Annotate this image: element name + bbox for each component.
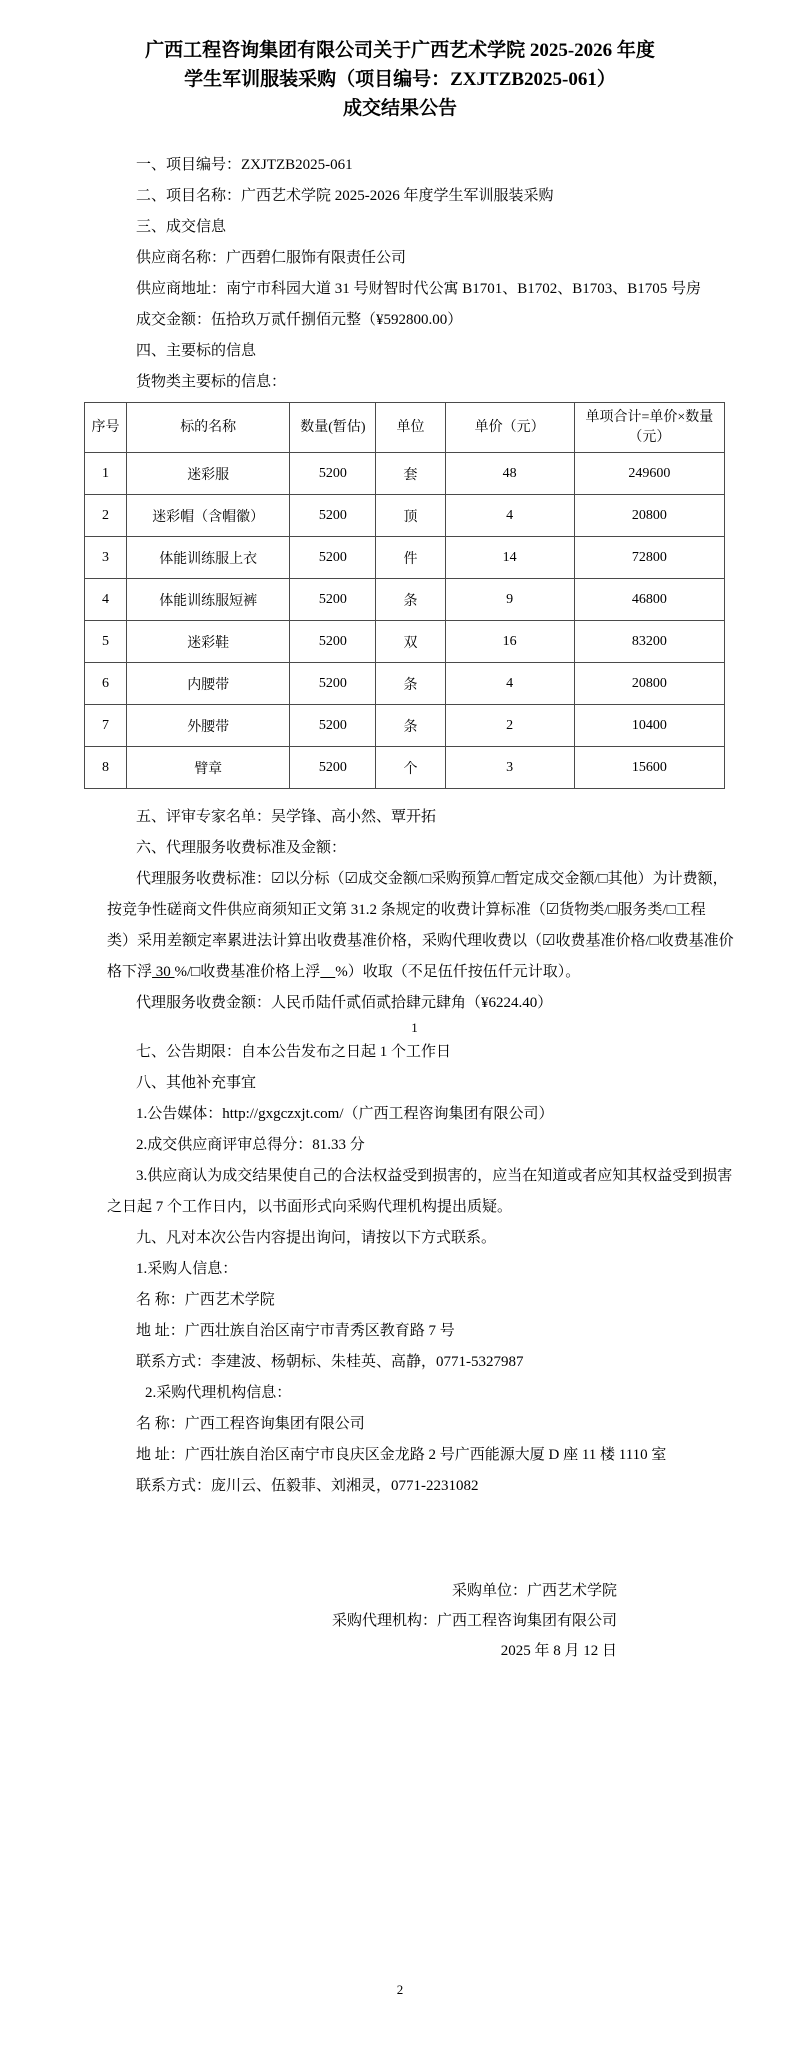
- cell-item-name: 外腰带: [127, 705, 290, 747]
- fee-discount-value: 30: [152, 964, 175, 980]
- cell-subtotal: 83200: [574, 621, 724, 663]
- cell-seq: 3: [85, 537, 127, 579]
- fee-markup-blank: [320, 964, 335, 980]
- cell-subtotal: 15600: [574, 747, 724, 789]
- para-goods-intro: 货物类主要标的信息：: [136, 374, 287, 390]
- fee-line4-pre: 格下浮: [107, 964, 153, 980]
- header-subtotal-line2: （元）: [628, 429, 671, 445]
- cell-item-name: 迷彩服: [127, 453, 290, 495]
- header-unit-price: 单价（元）: [445, 403, 574, 453]
- para-agency-heading: 2.采购代理机构信息：: [145, 1385, 292, 1401]
- title-line-1: 广西工程咨询集团有限公司关于广西艺术学院 2025-2026 年度: [145, 40, 655, 61]
- cell-unit-price: 4: [445, 495, 574, 537]
- page-2-number: 2: [396, 1982, 404, 1997]
- para-purchaser-contact: 联系方式：李建波、杨朝标、朱桂英、高静，0771-5327987: [136, 1354, 524, 1370]
- para-fee-standard-line2: 按竞争性磋商文件供应商须知正文第 31.2 条规定的收费计算标准（☑货物类/□服务类/□工程: [107, 902, 706, 918]
- table-row: [85, 621, 725, 663]
- para-project-number: 一、项目编号：ZXJTZB2025-061: [136, 157, 353, 173]
- title-line-2: 学生军训服装采购（项目编号：ZXJTZB2025-061）: [184, 69, 616, 90]
- cell-seq: 2: [85, 495, 127, 537]
- para-project-name: 二、项目名称：广西艺术学院 2025-2026 年度学生军训服装采购: [136, 188, 554, 204]
- cell-quantity: 5200: [290, 705, 376, 747]
- cell-subtotal: 46800: [574, 579, 724, 621]
- para-main-subject-heading: 四、主要标的信息: [136, 343, 257, 359]
- cell-unit: 件: [376, 537, 445, 579]
- cell-subtotal: 72800: [574, 537, 724, 579]
- header-unit: 单位: [376, 403, 445, 453]
- cell-unit: 套: [376, 453, 445, 495]
- cell-unit: 条: [376, 579, 445, 621]
- cell-seq: 4: [85, 579, 127, 621]
- cell-quantity: 5200: [290, 537, 376, 579]
- cell-item-name: 迷彩帽（含帽徽）: [127, 495, 290, 537]
- cell-subtotal: 10400: [574, 705, 724, 747]
- cell-item-name: 臂章: [127, 747, 290, 789]
- cell-unit-price: 2: [445, 705, 574, 747]
- goods-table-header-row: [85, 403, 725, 453]
- para-agency-name: 名 称：广西工程咨询集团有限公司: [136, 1416, 365, 1432]
- signature-date: 2025 年 8 月 12 日: [500, 1643, 617, 1659]
- table-row: [85, 495, 725, 537]
- cell-quantity: 5200: [290, 663, 376, 705]
- cell-subtotal: 20800: [574, 663, 724, 705]
- cell-seq: 6: [85, 663, 127, 705]
- cell-unit: 个: [376, 747, 445, 789]
- cell-unit: 条: [376, 663, 445, 705]
- cell-seq: 1: [85, 453, 127, 495]
- para-supplier-address: 供应商地址：南宁市科园大道 31 号财智时代公寓 B1701、B1702、B1703、B1705 号房: [136, 281, 702, 297]
- cell-quantity: 5200: [290, 453, 376, 495]
- cell-unit-price: 4: [445, 663, 574, 705]
- header-subtotal-line1: 单项合计=单价×数量: [585, 409, 714, 425]
- para-experts: 五、评审专家名单：吴学锋、高小然、覃开拓: [136, 809, 437, 825]
- cell-quantity: 5200: [290, 747, 376, 789]
- para-other-item3-line2: 之日起 7 个工作日内，以书面形式向采购代理机构提出质疑。: [107, 1199, 513, 1215]
- header-subtotal: [574, 403, 724, 453]
- para-other-heading: 八、其他补充事宜: [136, 1075, 257, 1091]
- para-deal-info-heading: 三、成交信息: [136, 219, 227, 235]
- cell-unit-price: 9: [445, 579, 574, 621]
- cell-subtotal: 249600: [574, 453, 724, 495]
- page-1-number: 1: [411, 1020, 418, 1035]
- para-other-item3-line1: 3.供应商认为成交结果使自己的合法权益受到损害的，应当在知道或者应知其权益受到损害: [136, 1168, 733, 1184]
- para-agency-address: 地 址：广西壮族自治区南宁市良庆区金龙路 2 号广西能源大厦 D 座 11 楼 1110 室: [136, 1447, 667, 1463]
- cell-seq: 7: [85, 705, 127, 747]
- para-announce-period: 七、公告期限：自本公告发布之日起 1 个工作日: [136, 1044, 452, 1060]
- document-body-bottom: [107, 802, 734, 1666]
- para-fee-standard-line3: 类）采用差额定率累进法计算出收费基准价格，采购代理收费以（☑收费基准价格/□收费基准价: [107, 933, 734, 949]
- cell-unit-price: 3: [445, 747, 574, 789]
- para-supplier-name: 供应商名称：广西碧仁服饰有限责任公司: [136, 250, 407, 266]
- para-purchaser-heading: 1.采购人信息：: [136, 1261, 238, 1277]
- cell-item-name: 体能训练服短裤: [127, 579, 290, 621]
- cell-subtotal: 20800: [574, 495, 724, 537]
- cell-item-name: 迷彩鞋: [127, 621, 290, 663]
- cell-seq: 8: [85, 747, 127, 789]
- para-deal-amount: 成交金额：伍拾玖万贰仟捌佰元整（¥592800.00）: [136, 312, 463, 328]
- para-fee-standard-line4: [107, 957, 722, 988]
- signature-agency: 采购代理机构：广西工程咨询集团有限公司: [331, 1613, 617, 1629]
- para-fee-standard-line1: 代理服务收费标准：☑以分标（☑成交金额/□采购预算/□暂定成交金额/□其他）为计费额，: [136, 871, 728, 887]
- document-title: [0, 0, 800, 123]
- para-agency-contact: 联系方式：庞川云、伍毅菲、刘湘灵，0771-2231082: [136, 1478, 479, 1494]
- table-row: [85, 663, 725, 705]
- cell-quantity: 5200: [290, 621, 376, 663]
- table-row: [85, 537, 725, 579]
- signature-block: [107, 1576, 617, 1666]
- signature-purchaser: 采购单位：广西艺术学院: [451, 1583, 617, 1599]
- cell-quantity: 5200: [290, 495, 376, 537]
- cell-seq: 5: [85, 621, 127, 663]
- header-quantity: 数量(暂估): [290, 403, 376, 453]
- para-other-item2: 2.成交供应商评审总得分：81.33 分: [136, 1137, 365, 1153]
- cell-quantity: 5200: [290, 579, 376, 621]
- fee-line4-mid: %/□收费基准价格上浮: [174, 964, 321, 980]
- para-purchaser-name: 名 称：广西艺术学院: [136, 1292, 275, 1308]
- cell-unit-price: 14: [445, 537, 574, 579]
- fee-line4-tail: %）收取（不足伍仟按伍仟元计取）。: [335, 964, 581, 980]
- cell-unit: 顶: [376, 495, 445, 537]
- cell-item-name: 体能训练服上衣: [127, 537, 290, 579]
- cell-unit: 双: [376, 621, 445, 663]
- table-row: [85, 579, 725, 621]
- para-fee-heading: 六、代理服务收费标准及金额：: [136, 840, 347, 856]
- goods-table: [84, 402, 725, 789]
- table-row: [85, 705, 725, 747]
- para-fee-amount: 代理服务收费金额：人民币陆仟贰佰贰拾肆元肆角（¥6224.40）: [136, 995, 553, 1011]
- header-item-name: 标的名称: [127, 403, 290, 453]
- document-body-top: [107, 150, 722, 398]
- para-contact-heading: 九、凡对本次公告内容提出询问，请按以下方式联系。: [136, 1230, 497, 1246]
- cell-unit-price: 48: [445, 453, 574, 495]
- para-other-item1: 1.公告媒体：http://gxgczxjt.com/（广西工程咨询集团有限公司）: [136, 1106, 554, 1122]
- para-purchaser-address: 地 址：广西壮族自治区南宁市青秀区教育路 7 号: [136, 1323, 455, 1339]
- table-row: [85, 747, 725, 789]
- header-seq: 序号: [85, 403, 127, 453]
- cell-item-name: 内腰带: [127, 663, 290, 705]
- title-line-3: 成交结果公告: [342, 98, 457, 119]
- cell-unit-price: 16: [445, 621, 574, 663]
- table-row: [85, 453, 725, 495]
- cell-unit: 条: [376, 705, 445, 747]
